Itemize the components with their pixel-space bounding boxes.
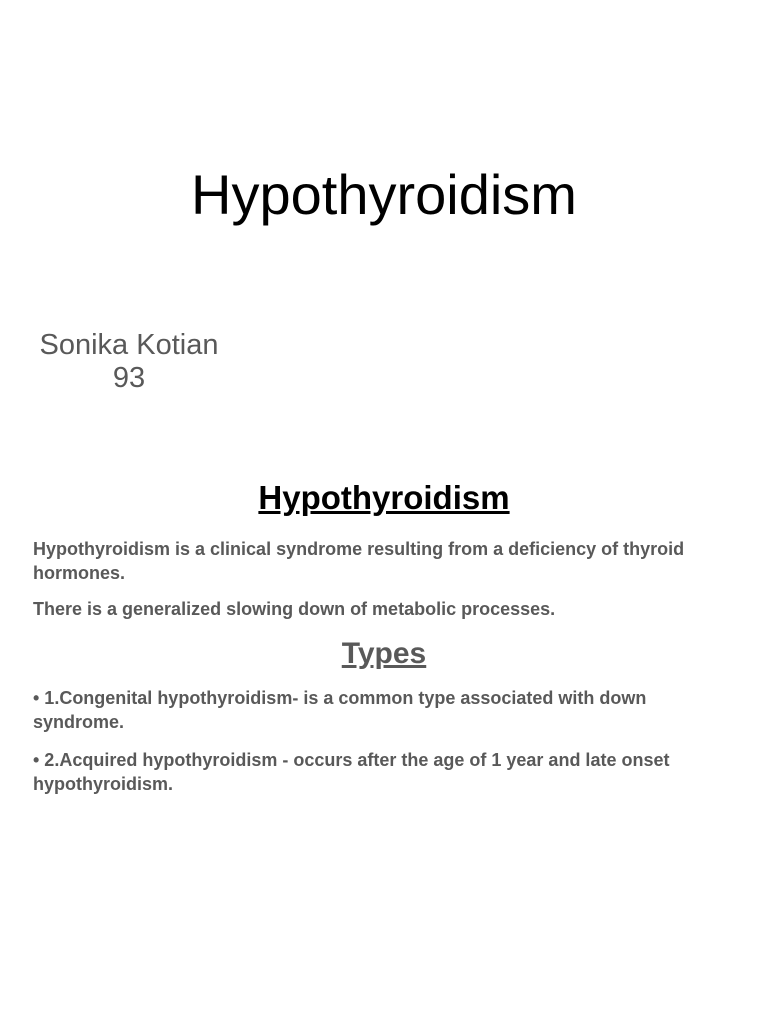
presentation-title: Hypothyroidism — [191, 163, 577, 226]
slide-heading: Hypothyroidism — [258, 479, 510, 516]
types-heading: Types — [341, 637, 427, 670]
title-slide — [0, 0, 768, 430]
content-slide — [0, 430, 768, 1024]
slowing-paragraph: There is a generalized slowing down of metabolic processes. — [33, 599, 556, 619]
bullet-item-acquired: • 2.Acquired hypothyroidism - occurs after the age of 1 year and late onset hypothyroidism. — [33, 750, 670, 794]
bullet-item-congenital: • 1.Congenital hypothyroidism- is a common type associated with down syndrome. — [33, 688, 647, 732]
author-block — [28, 329, 230, 395]
author-name: Sonika Kotian — [39, 329, 219, 361]
author-roll-number: 93 — [112, 362, 146, 394]
definition-paragraph: Hypothyroidism is a clinical syndrome resulting from a deficiency of thyroid hormones. — [33, 539, 685, 583]
